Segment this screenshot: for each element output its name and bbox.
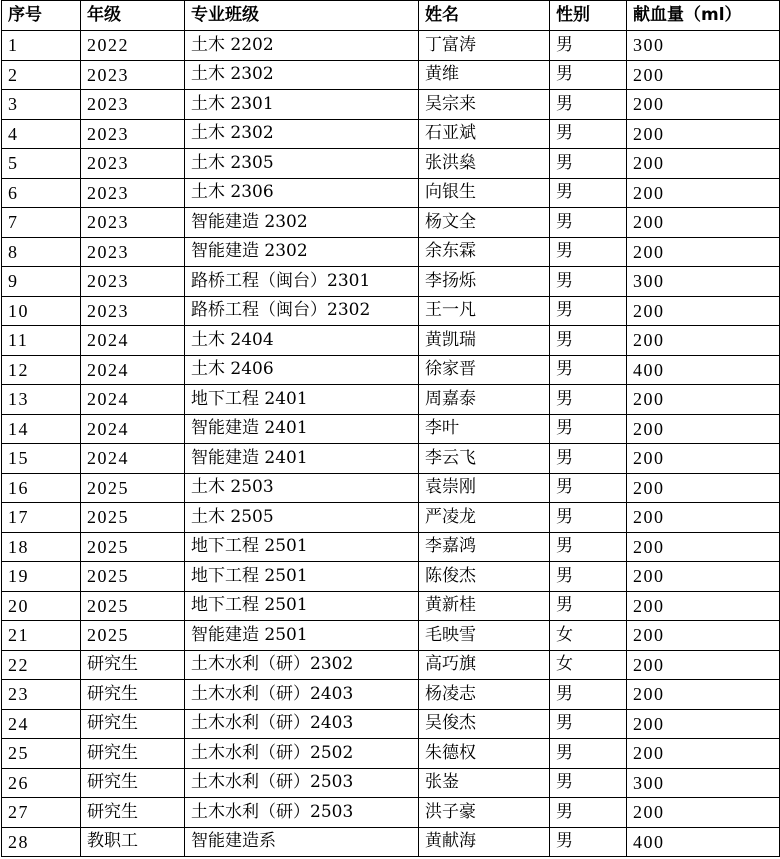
table-row	[2, 503, 780, 533]
cell-gender: 男	[550, 768, 627, 798]
cell-major-class: 路桥工程（闽台）2301	[185, 267, 419, 297]
table-body	[2, 31, 780, 857]
cell-index: 27	[2, 798, 81, 828]
cell-gender: 男	[550, 149, 627, 179]
cell-grade: 2023	[81, 178, 185, 208]
cell-grade: 2025	[81, 503, 185, 533]
cell-index: 25	[2, 739, 81, 769]
cell-name: 李叶	[419, 414, 550, 444]
cell-donation-volume: 200	[627, 709, 780, 739]
cell-index: 6	[2, 178, 81, 208]
table-row	[2, 296, 780, 326]
table-row	[2, 90, 780, 120]
table-row	[2, 680, 780, 710]
cell-donation-volume: 200	[627, 680, 780, 710]
cell-major-class: 智能建造系	[185, 827, 419, 857]
cell-gender: 男	[550, 119, 627, 149]
cell-major-class: 土木水利（研）2403	[185, 709, 419, 739]
cell-grade: 2023	[81, 296, 185, 326]
cell-index: 22	[2, 650, 81, 680]
table-row	[2, 31, 780, 61]
header-gender: 性别	[550, 1, 627, 31]
table-row	[2, 650, 780, 680]
cell-gender: 男	[550, 208, 627, 238]
cell-gender: 男	[550, 532, 627, 562]
cell-donation-volume: 200	[627, 149, 780, 179]
cell-grade: 研究生	[81, 768, 185, 798]
cell-name: 丁富涛	[419, 31, 550, 61]
table-row	[2, 739, 780, 769]
cell-gender: 男	[550, 562, 627, 592]
cell-gender: 女	[550, 621, 627, 651]
cell-name: 陈俊杰	[419, 562, 550, 592]
cell-index: 5	[2, 149, 81, 179]
header-name: 姓名	[419, 1, 550, 31]
cell-grade: 2025	[81, 591, 185, 621]
cell-name: 朱德权	[419, 739, 550, 769]
cell-gender: 男	[550, 385, 627, 415]
cell-grade: 2024	[81, 326, 185, 356]
cell-donation-volume: 200	[627, 798, 780, 828]
cell-name: 袁崇刚	[419, 473, 550, 503]
cell-major-class: 地下工程 2501	[185, 562, 419, 592]
header-donation-volume: 献血量（ml）	[627, 1, 780, 31]
table-header-row	[2, 1, 780, 31]
table-row	[2, 149, 780, 179]
cell-grade: 2023	[81, 149, 185, 179]
cell-grade: 研究生	[81, 798, 185, 828]
cell-grade: 2023	[81, 237, 185, 267]
table-row	[2, 119, 780, 149]
table-row	[2, 326, 780, 356]
cell-gender: 男	[550, 680, 627, 710]
cell-name: 严凌龙	[419, 503, 550, 533]
cell-grade: 研究生	[81, 650, 185, 680]
cell-grade: 教职工	[81, 827, 185, 857]
cell-index: 1	[2, 31, 81, 61]
cell-major-class: 土木 2301	[185, 90, 419, 120]
cell-gender: 男	[550, 31, 627, 61]
cell-donation-volume: 200	[627, 385, 780, 415]
cell-grade: 研究生	[81, 680, 185, 710]
cell-index: 19	[2, 562, 81, 592]
table-row	[2, 798, 780, 828]
table-row	[2, 709, 780, 739]
cell-grade: 2023	[81, 90, 185, 120]
cell-index: 20	[2, 591, 81, 621]
cell-index: 8	[2, 237, 81, 267]
cell-name: 张崟	[419, 768, 550, 798]
cell-name: 毛映雪	[419, 621, 550, 651]
cell-grade: 2023	[81, 208, 185, 238]
cell-major-class: 土木水利（研）2302	[185, 650, 419, 680]
cell-major-class: 智能建造 2401	[185, 444, 419, 474]
cell-donation-volume: 200	[627, 650, 780, 680]
table-row	[2, 444, 780, 474]
cell-gender: 男	[550, 90, 627, 120]
table-row	[2, 237, 780, 267]
cell-index: 14	[2, 414, 81, 444]
cell-gender: 男	[550, 444, 627, 474]
cell-name: 徐家晋	[419, 355, 550, 385]
cell-donation-volume: 400	[627, 827, 780, 857]
cell-index: 18	[2, 532, 81, 562]
cell-major-class: 土木 2503	[185, 473, 419, 503]
cell-name: 向银生	[419, 178, 550, 208]
cell-major-class: 智能建造 2302	[185, 208, 419, 238]
cell-donation-volume: 200	[627, 414, 780, 444]
cell-index: 21	[2, 621, 81, 651]
cell-major-class: 地下工程 2501	[185, 532, 419, 562]
cell-gender: 男	[550, 473, 627, 503]
cell-gender: 男	[550, 739, 627, 769]
cell-major-class: 地下工程 2401	[185, 385, 419, 415]
cell-grade: 2025	[81, 621, 185, 651]
cell-donation-volume: 200	[627, 562, 780, 592]
table-row	[2, 621, 780, 651]
cell-grade: 研究生	[81, 739, 185, 769]
blood-donation-table	[1, 0, 780, 857]
cell-major-class: 土木 2406	[185, 355, 419, 385]
cell-grade: 2023	[81, 119, 185, 149]
table-row	[2, 827, 780, 857]
cell-grade: 2024	[81, 444, 185, 474]
cell-index: 13	[2, 385, 81, 415]
cell-name: 吴宗来	[419, 90, 550, 120]
cell-gender: 男	[550, 60, 627, 90]
cell-name: 石亚斌	[419, 119, 550, 149]
cell-donation-volume: 300	[627, 267, 780, 297]
cell-gender: 男	[550, 178, 627, 208]
cell-name: 洪子豪	[419, 798, 550, 828]
cell-major-class: 土木 2305	[185, 149, 419, 179]
cell-donation-volume: 200	[627, 237, 780, 267]
table-row	[2, 178, 780, 208]
cell-gender: 男	[550, 798, 627, 828]
cell-gender: 男	[550, 591, 627, 621]
cell-index: 17	[2, 503, 81, 533]
cell-major-class: 智能建造 2501	[185, 621, 419, 651]
table-row	[2, 414, 780, 444]
cell-grade: 2024	[81, 385, 185, 415]
cell-index: 24	[2, 709, 81, 739]
table-row	[2, 60, 780, 90]
cell-donation-volume: 200	[627, 473, 780, 503]
cell-gender: 男	[550, 355, 627, 385]
cell-grade: 研究生	[81, 709, 185, 739]
cell-name: 周嘉泰	[419, 385, 550, 415]
table-row	[2, 385, 780, 415]
cell-major-class: 土木 2302	[185, 119, 419, 149]
cell-grade: 2024	[81, 414, 185, 444]
cell-donation-volume: 200	[627, 90, 780, 120]
cell-name: 王一凡	[419, 296, 550, 326]
cell-grade: 2023	[81, 267, 185, 297]
cell-grade: 2022	[81, 31, 185, 61]
cell-major-class: 智能建造 2401	[185, 414, 419, 444]
cell-donation-volume: 200	[627, 326, 780, 356]
cell-donation-volume: 200	[627, 739, 780, 769]
cell-name: 李扬烁	[419, 267, 550, 297]
cell-donation-volume: 200	[627, 178, 780, 208]
table-row	[2, 355, 780, 385]
cell-gender: 男	[550, 237, 627, 267]
cell-grade: 2025	[81, 532, 185, 562]
cell-donation-volume: 200	[627, 591, 780, 621]
cell-index: 16	[2, 473, 81, 503]
cell-gender: 男	[550, 503, 627, 533]
cell-major-class: 土木水利（研）2503	[185, 768, 419, 798]
cell-index: 10	[2, 296, 81, 326]
cell-name: 李云飞	[419, 444, 550, 474]
cell-index: 15	[2, 444, 81, 474]
header-major-class: 专业班级	[185, 1, 419, 31]
cell-grade: 2025	[81, 562, 185, 592]
cell-donation-volume: 400	[627, 355, 780, 385]
cell-grade: 2024	[81, 355, 185, 385]
cell-name: 杨文全	[419, 208, 550, 238]
cell-name: 吴俊杰	[419, 709, 550, 739]
cell-major-class: 智能建造 2302	[185, 237, 419, 267]
cell-donation-volume: 300	[627, 31, 780, 61]
cell-name: 黄新桂	[419, 591, 550, 621]
header-index: 序号	[2, 1, 81, 31]
cell-donation-volume: 200	[627, 296, 780, 326]
cell-name: 杨凌志	[419, 680, 550, 710]
cell-gender: 男	[550, 296, 627, 326]
cell-major-class: 土木 2202	[185, 31, 419, 61]
cell-name: 余东霖	[419, 237, 550, 267]
table-row	[2, 208, 780, 238]
cell-major-class: 土木 2302	[185, 60, 419, 90]
cell-major-class: 土木水利（研）2502	[185, 739, 419, 769]
cell-donation-volume: 300	[627, 768, 780, 798]
cell-gender: 男	[550, 827, 627, 857]
table-row	[2, 473, 780, 503]
cell-index: 12	[2, 355, 81, 385]
cell-name: 高巧旗	[419, 650, 550, 680]
cell-gender: 男	[550, 414, 627, 444]
cell-grade: 2025	[81, 473, 185, 503]
cell-donation-volume: 200	[627, 503, 780, 533]
cell-index: 23	[2, 680, 81, 710]
cell-gender: 男	[550, 267, 627, 297]
cell-grade: 2023	[81, 60, 185, 90]
cell-name: 张洪燊	[419, 149, 550, 179]
cell-index: 3	[2, 90, 81, 120]
cell-index: 9	[2, 267, 81, 297]
cell-major-class: 土木水利（研）2503	[185, 798, 419, 828]
cell-name: 李嘉鸿	[419, 532, 550, 562]
table-row	[2, 267, 780, 297]
cell-name: 黄献海	[419, 827, 550, 857]
cell-index: 26	[2, 768, 81, 798]
cell-major-class: 路桥工程（闽台）2302	[185, 296, 419, 326]
cell-name: 黄凯瑞	[419, 326, 550, 356]
table-row	[2, 562, 780, 592]
cell-index: 4	[2, 119, 81, 149]
cell-donation-volume: 200	[627, 444, 780, 474]
cell-major-class: 土木水利（研）2403	[185, 680, 419, 710]
cell-major-class: 地下工程 2501	[185, 591, 419, 621]
cell-index: 7	[2, 208, 81, 238]
cell-donation-volume: 200	[627, 621, 780, 651]
cell-gender: 女	[550, 650, 627, 680]
cell-donation-volume: 200	[627, 60, 780, 90]
cell-name: 黄维	[419, 60, 550, 90]
cell-major-class: 土木 2404	[185, 326, 419, 356]
table-row	[2, 591, 780, 621]
header-grade: 年级	[81, 1, 185, 31]
cell-major-class: 土木 2306	[185, 178, 419, 208]
cell-donation-volume: 200	[627, 208, 780, 238]
cell-gender: 男	[550, 326, 627, 356]
cell-donation-volume: 200	[627, 119, 780, 149]
cell-index: 11	[2, 326, 81, 356]
cell-index: 2	[2, 60, 81, 90]
table-row	[2, 532, 780, 562]
table-row	[2, 768, 780, 798]
cell-major-class: 土木 2505	[185, 503, 419, 533]
cell-index: 28	[2, 827, 81, 857]
cell-gender: 男	[550, 709, 627, 739]
cell-donation-volume: 200	[627, 532, 780, 562]
